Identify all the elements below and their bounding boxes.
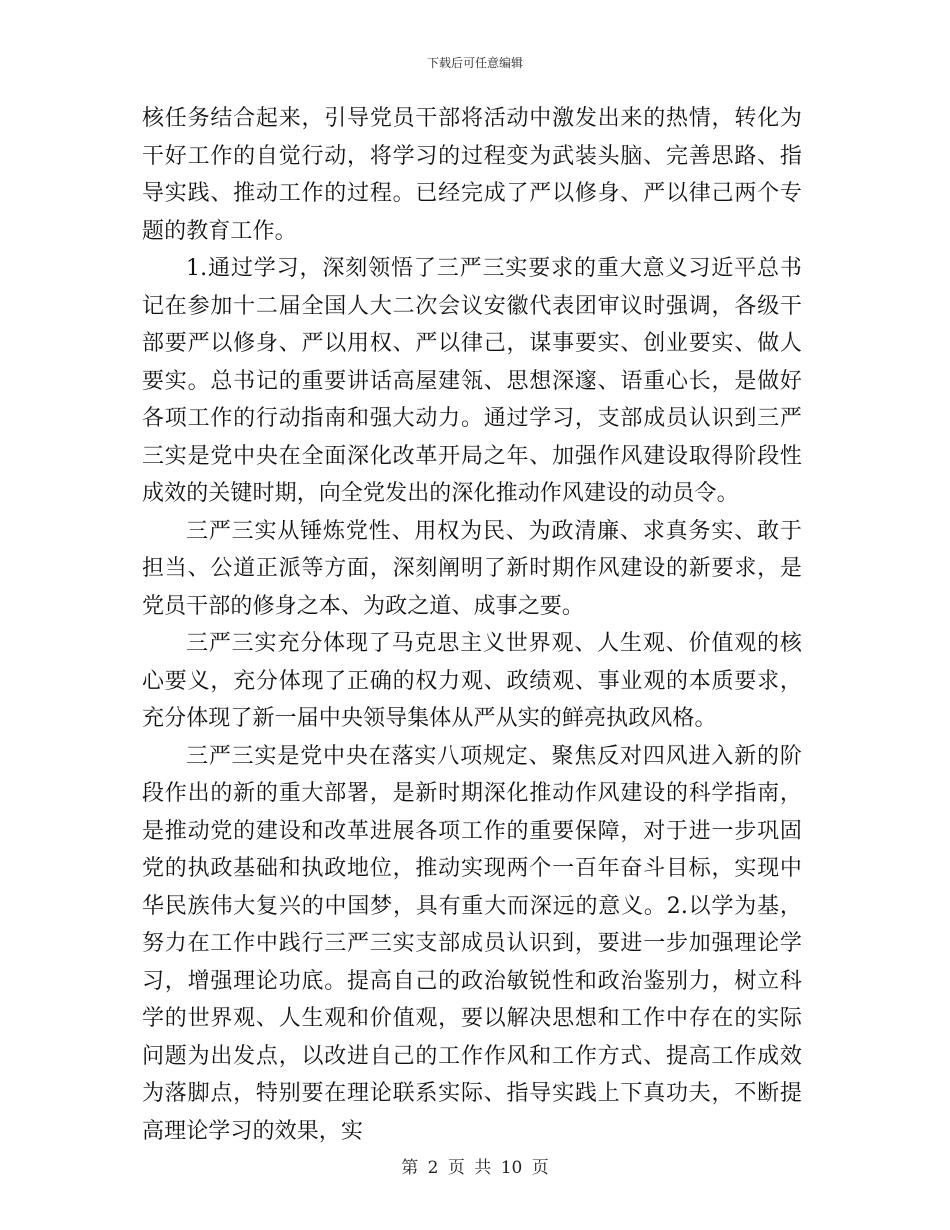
paragraph-2: 1.通过学习，深刻领悟了三严三实要求的重大意义习近平总书记在参加十二届全国人大二次会议安徽代表团审议时强调，各级干部要严以修身、严以用权、严以律己，谋事要实、创业要实、做人要实。总书记的重要讲话高屋建瓴、思想深邃、语重心长，是做好各项工作的行动指南和强大动力。通过学习，支部成员认识到三严三实是党中央在全面深化改革开局之年、加强作风建设取得阶段性成效的关键时期，向全党发出的深化推动作风建设的动员令。 bbox=[142, 256, 802, 506]
paragraph-3: 三严三实从锤炼党性、用权为民、为政清廉、求真务实、敢于担当、公道正派等方面，深刻阐明了新时期作风建设的新要求，是党员干部的修身之本、为政之道、成事之要。 bbox=[142, 518, 802, 619]
body-text bbox=[142, 100, 802, 1150]
paragraph-5: 三严三实是党中央在落实八项规定、聚焦反对四风进入新的阶段作出的新的重大部署，是新时期深化推动作风建设的科学指南，是推动党的建设和改革进展各项工作的重要保障，对于进一步巩固党的执政基础和执政地位，推动实现两个一百年奋斗目标，实现中华民族伟大复兴的中国梦，具有重大而深远的意义。2.以学为基，努力在工作中践行三严三实支部成员认识到，要进一步加强理论学习，增强理论功底。提高自己的政治敏锐性和政治鉴别力，树立科学的世界观、人生观和价值观，要以解决思想和工作中存在的实际问题为出发点，以改进自己的工作作风和工作方式、提高工作成效为落脚点，特别要在理论联系实际、指导实践上下真功夫，不断提高理论学习的效果，实 bbox=[142, 743, 802, 1144]
paragraph-1: 核任务结合起来，引导党员干部将活动中激发出来的热情，转化为干好工作的自觉行动，将学习的过程变为武装头脑、完善思路、指导实践、推动工作的过程。已经完成了严以修身、严以律己两个专题的教育工作。 bbox=[142, 106, 802, 244]
page-header: 下载后可任意编辑 bbox=[426, 56, 523, 70]
paragraph-4: 三严三实充分体现了马克思主义世界观、人生观、价值观的核心要义，充分体现了正确的权力观、政绩观、事业观的本质要求，充分体现了新一届中央领导集体从严从实的鲜亮执政风格。 bbox=[142, 631, 802, 731]
page-number-footer: 第 2 页 共 10 页 bbox=[401, 1158, 549, 1178]
